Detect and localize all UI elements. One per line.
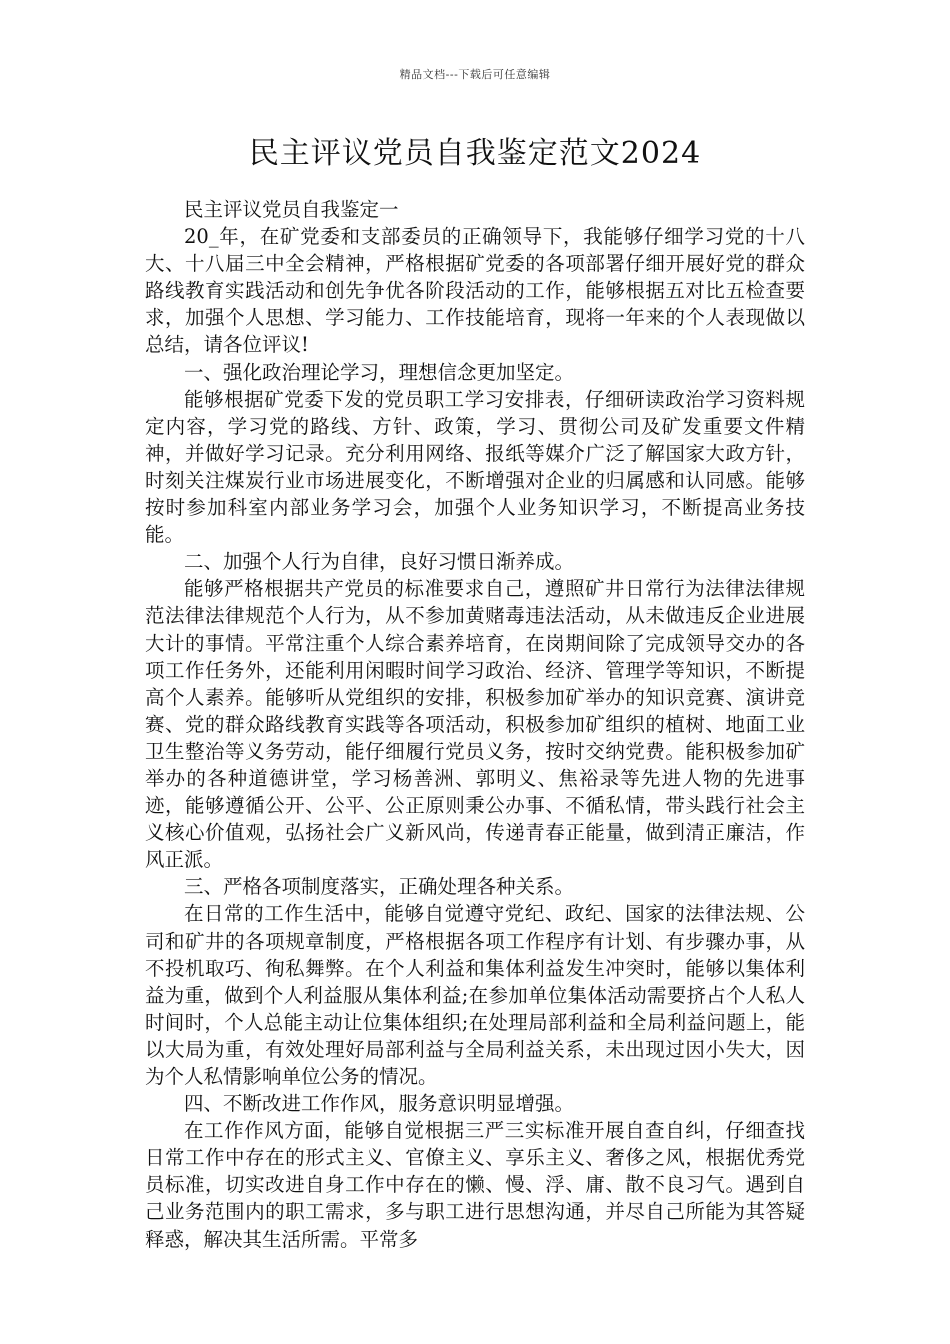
paragraph-body-3: 在日常的工作生活中，能够自觉遵守党纪、政纪、国家的法律法规、公司和矿井的各项规章制度，严格根据各项工作程序有计划、有步骤办事，从不投机取巧、徇私舞弊。在个人利益和集体利益发生冲突时，能够以集体利益为重，做到个人利益服从集体利益;在参加单位集体活动需要挤占个人私人时间时，个人总能主动让位集体组织;在处理局部利益和全局利益问题上，能以大局为重，有效处理好局部利益与全局利益关系，未出现过因小失大，因为个人私情影响单位公务的情况。 — [145, 902, 805, 1088]
paragraph-heading-4: 四、不断改进工作作风，服务意识明显增强。 — [184, 1092, 575, 1116]
paragraph-body-2: 能够严格根据共产党员的标准要求自己，遵照矿井日常行为法律法律规范法律法律规范个人行为，从不参加黄赌毒违法活动，从未做违反企业进展大计的事情。平常注重个人综合素养培育，在岗期间除了完成领导交办的各项工作任务外，还能利用闲暇时间学习政治、经济、管理学等知识，不断提高个人素养。能够听从党组织的安排，积极参加矿举办的知识竞赛、演讲竞赛、党的群众路线教育实践等各项活动，积极参加矿组织的植树、地面工业卫生整治等义务劳动，能仔细履行党员义务，按时交纳党费。能积极参加矿举办的各种道德讲堂，学习杨善洲、郭明义、焦裕录等先进人物的先进事迹，能够遵循公开、公平、公正原则秉公办事、不循私情，带头践行社会主义核心价值观，弘扬社会广义新风尚，传递青春正能量，做到清正廉洁，作风正派。 — [145, 577, 805, 872]
document-body — [145, 196, 805, 1253]
paragraph-body-4: 在工作作风方面，能够自觉根据三严三实标准开展自查自纠，仔细查找日常工作中存在的形式主义、官僚主义、享乐主义、奢侈之风，根据优秀党员标准，切实改进自身工作中存在的懒、慢、浮、庸、散不良习气。遇到自己业务范围内的职工需求，多与职工进行思想沟通，并尽自己所能为其答疑释惑，解决其生活所需。平常多 — [145, 1119, 805, 1251]
paragraph-heading-2: 二、加强个人行为自律，良好习惯日渐养成。 — [184, 550, 575, 574]
paragraph-section-heading: 民主评议党员自我鉴定一 — [184, 198, 399, 221]
header-note: 精品文档---下载后可任意编辑 — [399, 68, 551, 81]
paragraph-heading-3: 三、严格各项制度落实，正确处理各种关系。 — [184, 875, 575, 899]
paragraph-intro: 20_年，在矿党委和支部委员的正确领导下，我能够仔细学习党的十八大、十八届三中全会精神，严格根据矿党委的各项部署仔细开展好党的群众路线教育实践活动和创先争优各阶段活动的工作，能够根据五对比五检查要求，加强个人思想、学习能力、工作技能培育，现将一年来的个人表现做以总结，请各位评议! — [145, 225, 805, 357]
document-title: 民主评议党员自我鉴定范文2024 — [248, 136, 702, 171]
paragraph-heading-1: 一、强化政治理论学习，理想信念更加坚定。 — [184, 360, 575, 384]
paragraph-body-1: 能够根据矿党委下发的党员职工学习安排表，仔细研读政治学习资料规定内容，学习党的路线、方针、政策，学习、贯彻公司及矿发重要文件精神，并做好学习记录。充分利用网络、报纸等媒介广泛了解国家大政方针，时刻关注煤炭行业市场进展变化，不断增强对企业的归属感和认同感。能够按时参加科室内部业务学习会，加强个人业务知识学习，不断提高业务技能。 — [145, 387, 805, 547]
